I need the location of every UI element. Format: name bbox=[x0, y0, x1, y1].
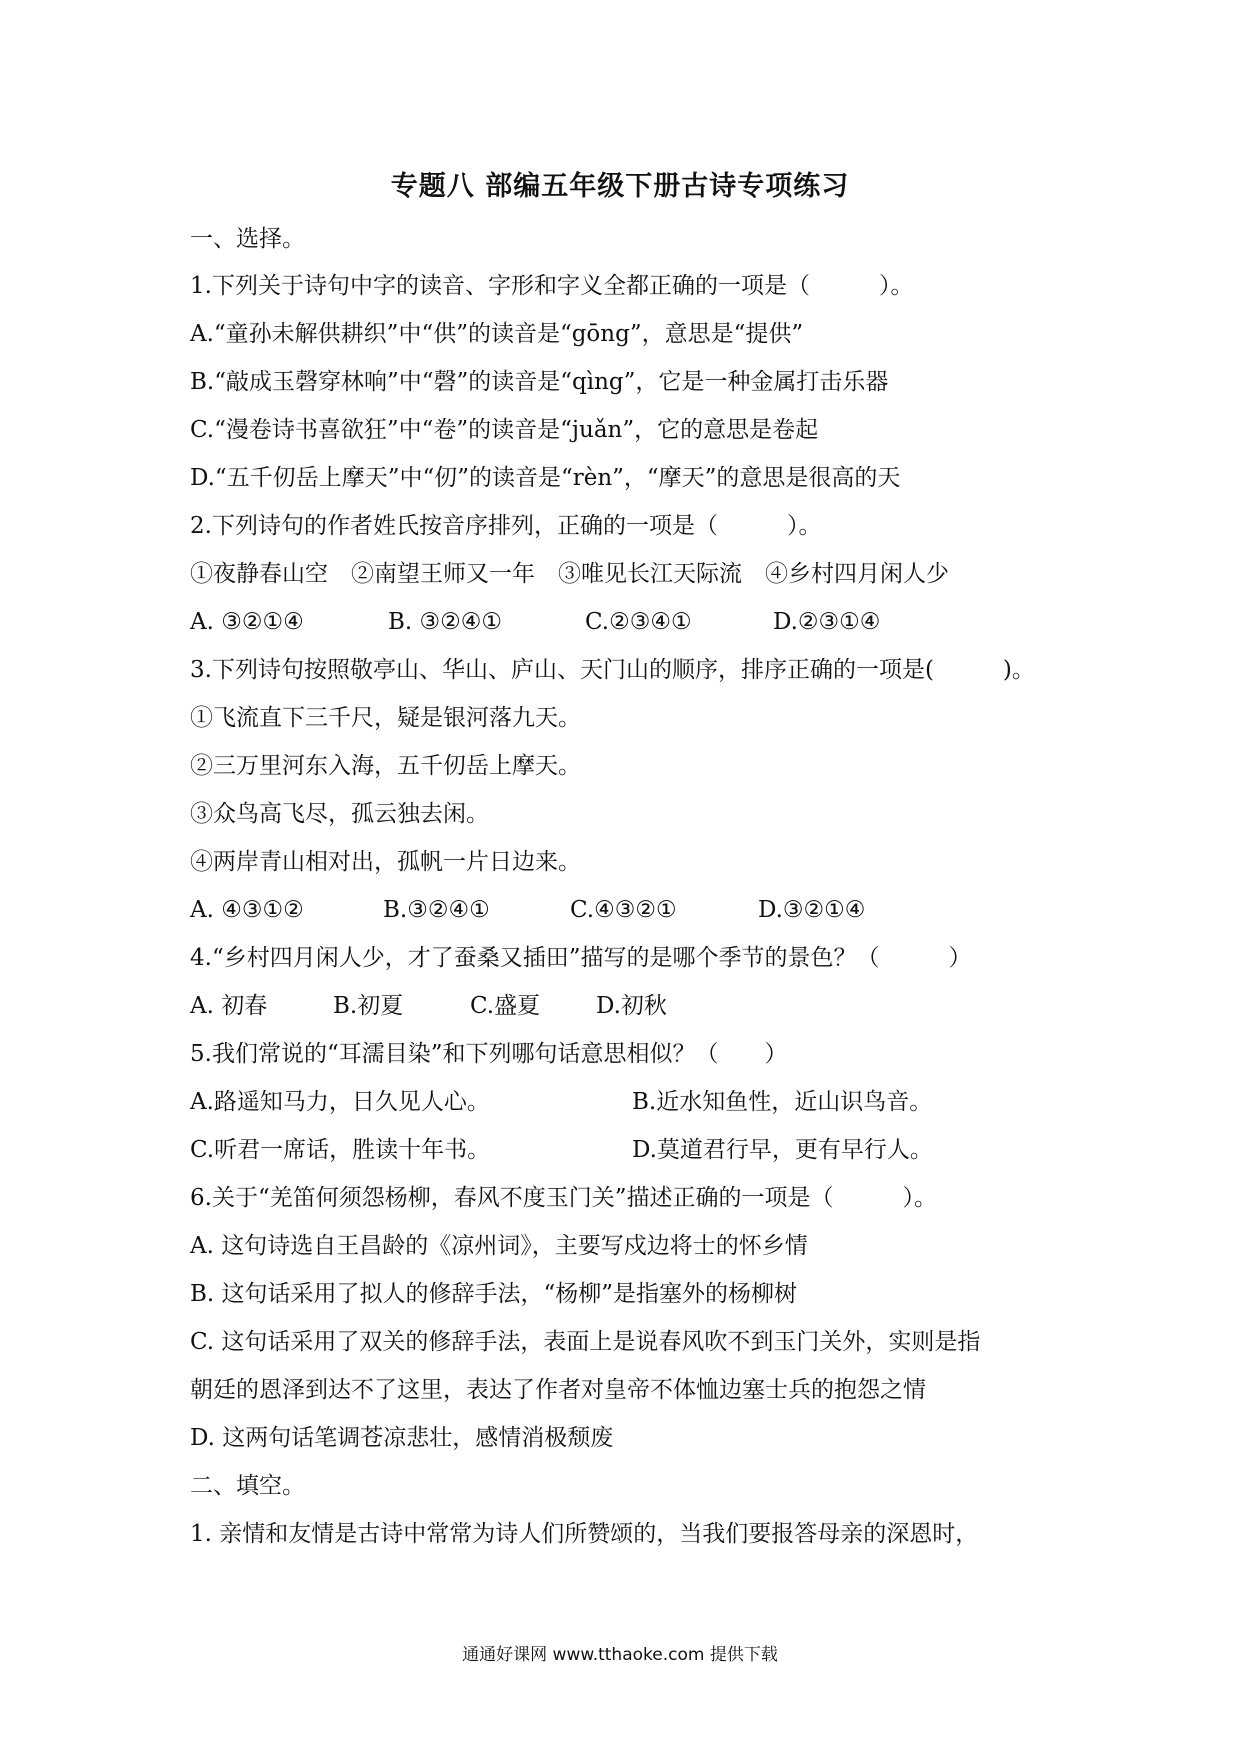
question-2-option-b: B. ③②④① bbox=[388, 609, 503, 635]
question-4-option-c: C.盛夏 bbox=[470, 993, 541, 1019]
question-3-option-b: B.③②④① bbox=[383, 897, 490, 923]
question-4-option-d: D.初秋 bbox=[596, 993, 667, 1019]
question-3-item-1: ①飞流直下三千尺，疑是银河落九天。 bbox=[190, 705, 581, 731]
question-2-items: ①夜静春山空 ②南望王师又一年 ③唯见长江天际流 ④乡村四月闲人少 bbox=[190, 561, 949, 587]
question-1-option-a: A.“童孙未解供耕织”中“供”的读音是“gōng”，意思是“提供” bbox=[190, 321, 804, 347]
page-footer: 通通好课网 www.tthaoke.com 提供下载 bbox=[462, 1645, 778, 1665]
question-3-item-4: ④两岸青山相对出，孤帆一片日边来。 bbox=[190, 849, 581, 875]
question-2-option-a: A. ③②①④ bbox=[190, 609, 304, 635]
question-5-option-d: D.莫道君行早，更有早行人。 bbox=[632, 1137, 933, 1163]
question-4-option-b: B.初夏 bbox=[333, 993, 404, 1019]
question-3-item-2: ②三万里河东入海，五千仞岳上摩天。 bbox=[190, 753, 581, 779]
question-4-option-a: A. 初春 bbox=[190, 993, 268, 1019]
question-6-option-b: B. 这句话采用了拟人的修辞手法，“杨柳”是指塞外的杨柳树 bbox=[190, 1281, 798, 1307]
question-6-option-a: A. 这句诗选自王昌龄的《凉州词》，主要写戍边将士的怀乡情 bbox=[190, 1233, 808, 1259]
question-6-stem: 6.关于“羌笛何须怨杨柳，春风不度玉门关”描述正确的一项是（ ）。 bbox=[190, 1185, 937, 1211]
question-1-stem: 1.下列关于诗句中字的读音、字形和字义全都正确的一项是（ ）。 bbox=[190, 273, 914, 299]
question-1-option-b: B.“敲成玉磬穿林响”中“磬”的读音是“qìng”，它是一种金属打击乐器 bbox=[190, 369, 889, 395]
question-3-stem: 3.下列诗句按照敬亭山、华山、庐山、天门山的顺序，排序正确的一项是( )。 bbox=[190, 657, 1035, 683]
question-4-stem: 4.“乡村四月闲人少，才了蚕桑又插田”描写的是哪个季节的景色？（ ） bbox=[190, 945, 972, 971]
section-heading-fill: 二、填空。 bbox=[190, 1473, 305, 1499]
question-5-option-c: C.听君一席话，胜读十年书。 bbox=[190, 1137, 491, 1163]
question-3-option-c: C.④③②① bbox=[570, 897, 677, 923]
question-3-option-a: A. ④③①② bbox=[190, 897, 304, 923]
question-6-option-c-line-1: C. 这句话采用了双关的修辞手法，表面上是说春风吹不到玉门关外，实则是指 bbox=[190, 1329, 981, 1355]
question-2-stem: 2.下列诗句的作者姓氏按音序排列，正确的一项是（ ）。 bbox=[190, 513, 822, 539]
question-6-option-c-line-2: 朝廷的恩泽到达不了这里，表达了作者对皇帝不体恤边塞士兵的抱怨之情 bbox=[190, 1377, 926, 1403]
question-2-option-d: D.②③①④ bbox=[773, 609, 881, 635]
question-1-option-c: C.“漫卷诗书喜欲狂”中“卷”的读音是“juǎn”，它的意思是卷起 bbox=[190, 417, 819, 443]
question-2-option-c: C.②③④① bbox=[585, 609, 692, 635]
question-5-option-a: A.路遥知马力，日久见人心。 bbox=[190, 1089, 490, 1115]
question-3-item-3: ③众鸟高飞尽，孤云独去闲。 bbox=[190, 801, 489, 827]
question-1-option-d: D.“五千仞岳上摩天”中“仞”的读音是“rèn”，“摩天”的意思是很高的天 bbox=[190, 465, 901, 491]
question-5-stem: 5.我们常说的“耳濡目染”和下列哪句话意思相似？（ ） bbox=[190, 1041, 788, 1067]
question-3-option-d: D.③②①④ bbox=[758, 897, 866, 923]
section-heading-choice: 一、选择。 bbox=[190, 226, 305, 252]
question-6-option-d: D. 这两句话笔调苍凉悲壮，感情消极颓废 bbox=[190, 1425, 614, 1451]
fill-question-1: 1. 亲情和友情是古诗中常常为诗人们所赞颂的，当我们要报答母亲的深恩时， bbox=[190, 1521, 979, 1547]
page-title: 专题八 部编五年级下册古诗专项练习 bbox=[390, 171, 850, 202]
question-5-option-b: B.近水知鱼性，近山识鸟音。 bbox=[632, 1089, 933, 1115]
